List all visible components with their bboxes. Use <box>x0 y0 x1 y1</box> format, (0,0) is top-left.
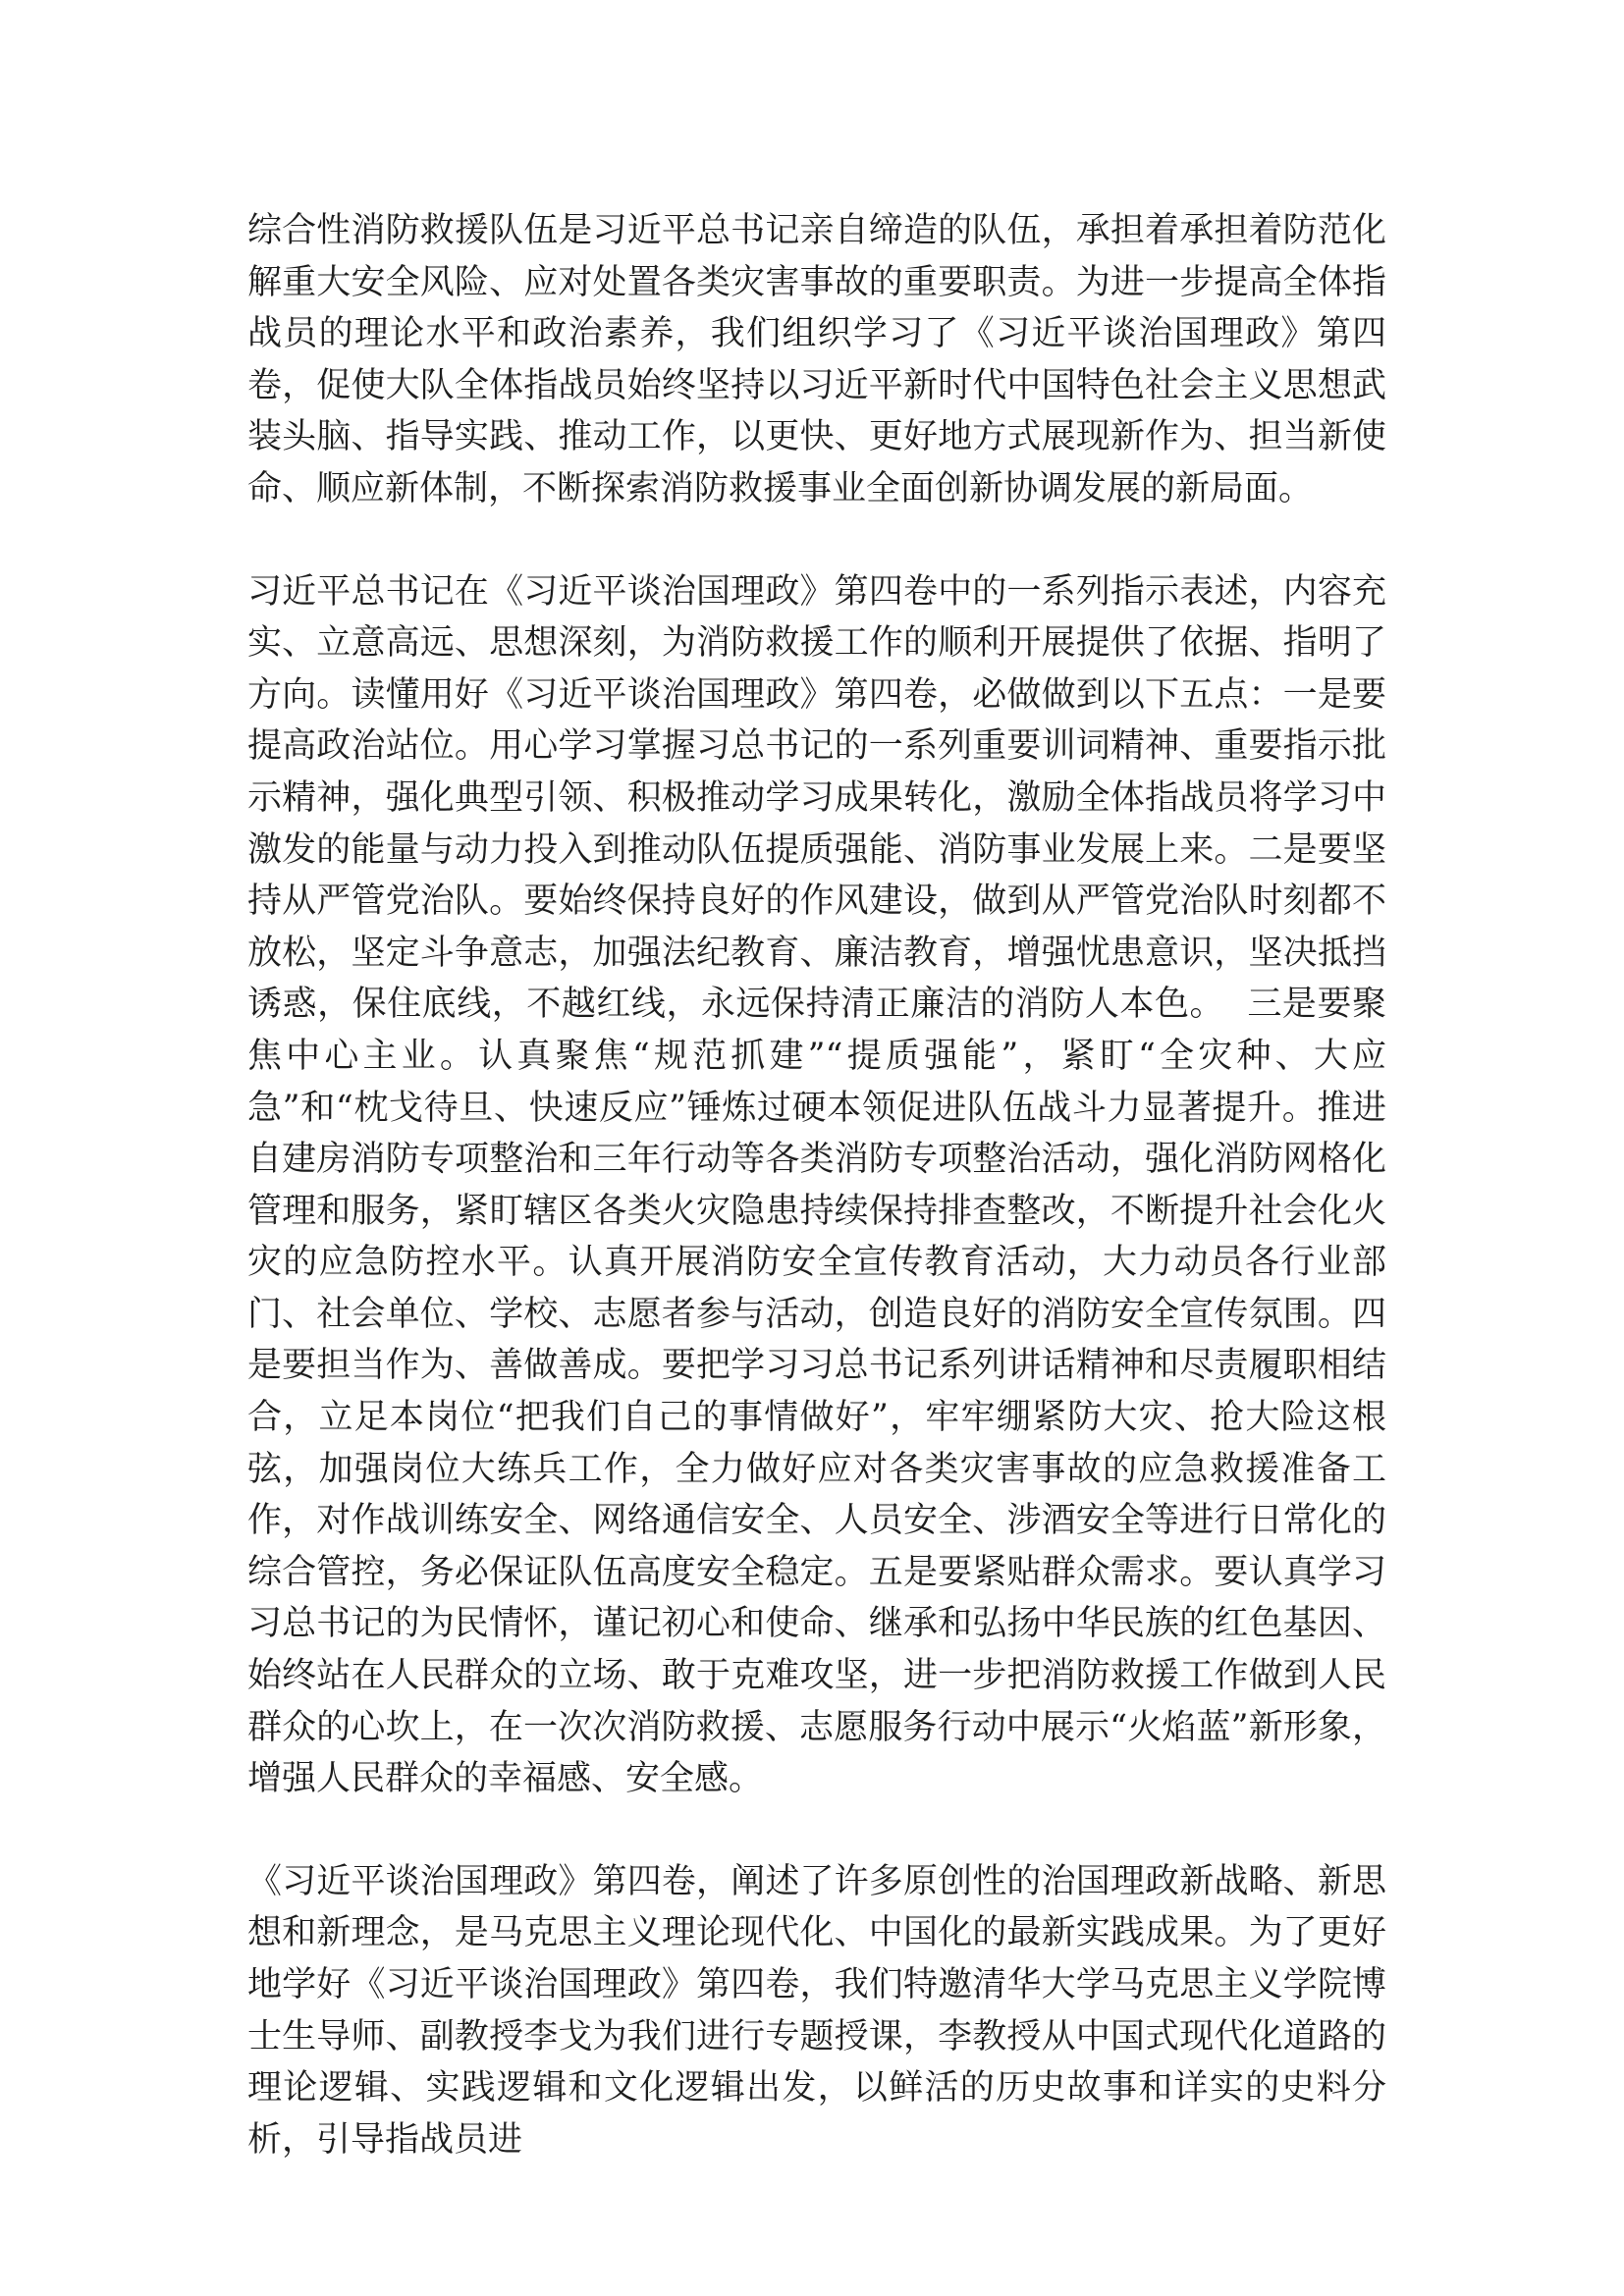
paragraph-2: 习近平总书记在《习近平谈治国理政》第四卷中的一系列指示表述，内容充实、立意高远、思想深刻，为消防救援工作的顺利开展提供了依据、指明了方向。读懂用好《习近平谈治国理政》第四卷，必做做到以下五点：一是要提高政治站位。用心学习掌握习总书记的一系列重要训词精神、重要指示批示精神，强化典型引领、积极推动学习成果转化，激励全体指战员将学习中激发的能量与动力投入到推动队伍提质强能、消防事业发展上来。二是要坚持从严管党治队。要始终保持良好的作风建设，做到从严管党治队时刻都不放松，坚定斗争意志，加强法纪教育、廉洁教育，增强忧患意识，坚决抵挡诱惑，保住底线，不越红线，永远保持清正廉洁的消防人本色。 三是要聚焦中心主业。认真聚焦“规范抓建”“提质强能”，紧盯“全灾种、大应急”和“枕戈待旦、快速反应”锤炼过硬本领促进队伍战斗力显著提升。推进自建房消防专项整治和三年行动等各类消防专项整治活动，强化消防网格化管理和服务，紧盯辖区各类火灾隐患持续保持排查整改，不断提升社会化火灾的应急防控水平。认真开展消防安全宣传教育活动，大力动员各行业部门、社会单位、学校、志愿者参与活动，创造良好的消防安全宣传氛围。四是要担当作为、善做善成。要把学习习总书记系列讲话精神和尽责履职相结合，立足本岗位“把我们自己的事情做好”，牢牢绷紧防大灾、抢大险这根弦，加强岗位大练兵工作，全力做好应对各类灾害事故的应急救援准备工作，对作战训练安全、网络通信安全、人员安全、涉酒安全等进行日常化的综合管控，务必保证队伍高度安全稳定。五是要紧贴群众需求。要认真学习习总书记的为民情怀，谨记初心和使命、继承和弘扬中华民族的红色基因、始终站在人民群众的立场、敢于克难攻坚，进一步把消防救援工作做到人民群众的心坎上，在一次次消防救援、志愿服务行动中展示“火焰蓝”新形象，增强人民群众的幸福感、安全感。 <box>247 571 1386 1799</box>
paragraph-3: 《习近平谈治国理政》第四卷，阐述了许多原创性的治国理政新战略、新思想和新理念，是马克思主义理论现代化、中国化的最新实践成果。为了更好地学好《习近平谈治国理政》第四卷，我们特邀清华大学马克思主义学院博士生导师、副教授李戈为我们进行专题授课，李教授从中国式现代化道路的理论逻辑、实践逻辑和文化逻辑出发，以鲜活的历史故事和详实的史料分析，引导指战员进 <box>247 1861 1386 2160</box>
document-body <box>247 205 1386 2165</box>
paragraph-1: 综合性消防救援队伍是习近平总书记亲自缔造的队伍，承担着承担着防范化解重大安全风险、应对处置各类灾害事故的重要职责。为进一步提高全体指战员的理论水平和政治素养，我们组织学习了《习近平谈治国理政》第四卷，促使大队全体指战员始终坚持以习近平新时代中国特色社会主义思想武装头脑、指导实践、推动工作，以更快、更好地方式展现新作为、担当新使命、顺应新体制，不断探索消防救援事业全面创新协调发展的新局面。 <box>247 211 1386 508</box>
